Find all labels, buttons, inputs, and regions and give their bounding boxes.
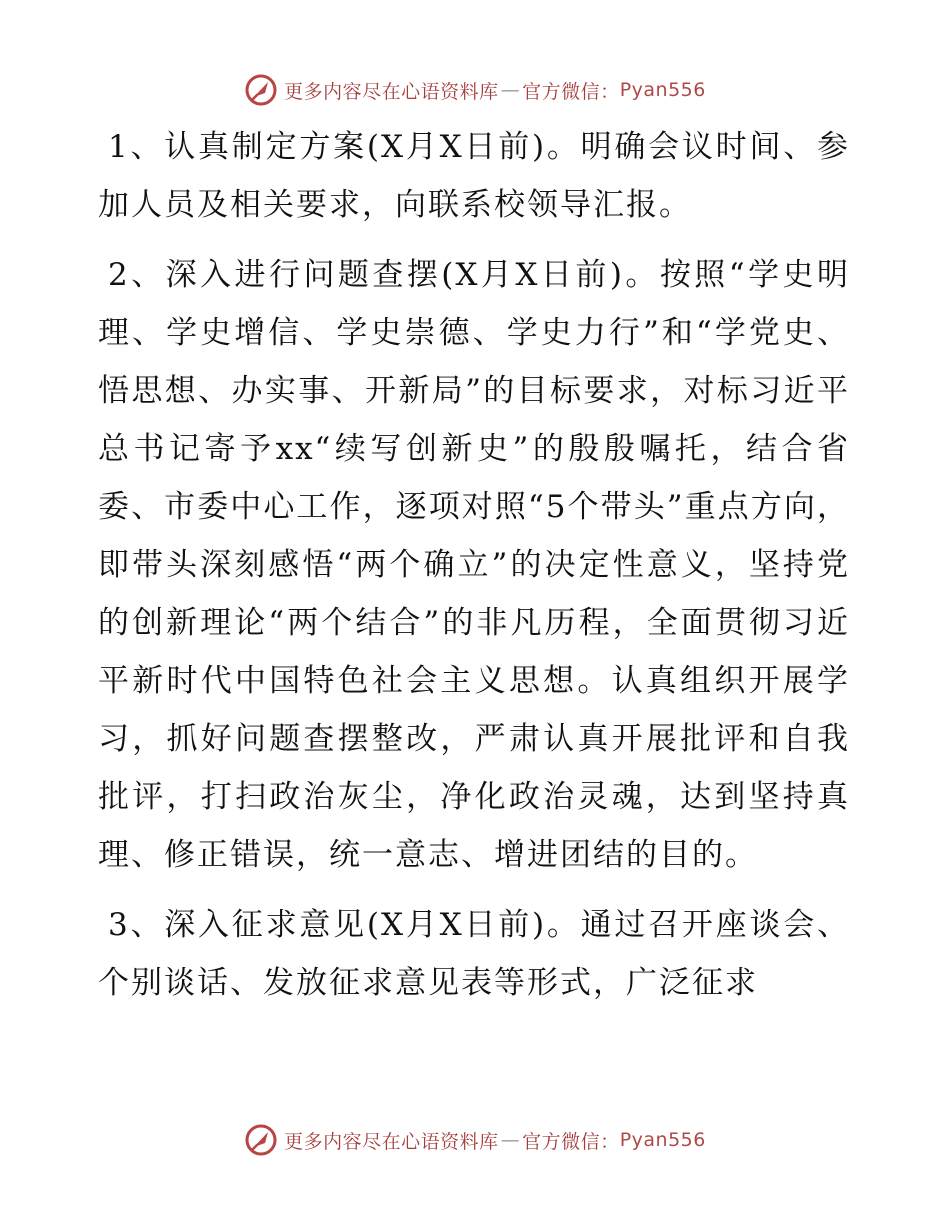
header-watermark: [0, 70, 950, 110]
document-body: [98, 118, 850, 1024]
footer-watermark: [0, 1120, 950, 1160]
paragraph-2-text: 2、深入进行问题查摆(X月X日前)。按照“学史明理、学史增信、学史崇德、学史力行”和“学党史、悟思想、办实事、开新局”的目标要求，对标习近平总书记寄予xx“续写创新史”的殷殷嘱托，结合省委、市委中心工作，逐项对照“5个带头”重点方向，即带头深刻感悟“两个确立”的决定性意义，坚持党的创新理论“两个结合”的非凡历程，全面贯彻习近平新时代中国特色社会主义思想。认真组织开展学习，抓好问题查摆整改，严肃认真开展批评和自我批评，打扫政治灰尘，净化政治灵魂，达到坚持真理、修正错误，统一意志、增进团结的目的。: [98, 257, 850, 873]
paragraph-3-text: 3、深入征求意见(X月X日前)。通过召开座谈会、个别谈话、发放征求意见表等形式，广泛征求: [98, 907, 850, 1001]
paragraph-3: [98, 896, 850, 1012]
paragraph-2: [98, 246, 850, 884]
quill-logo-icon: [244, 73, 278, 107]
footer-separator: —: [500, 1129, 521, 1151]
header-brand: 更多内容尽在心语资料库: [284, 80, 499, 103]
footer-wechat-label: 官方微信：: [522, 1130, 620, 1153]
paragraph-1-text: 1、认真制定方案(X月X日前)。明确会议时间、参加人员及相关要求，向联系校领导汇报。: [98, 129, 850, 223]
paragraph-1: [98, 118, 850, 234]
header-wechat-id: Pyan556: [619, 79, 706, 101]
footer-brand: 更多内容尽在心语资料库: [284, 1130, 499, 1153]
header-separator: —: [500, 79, 521, 101]
header-wechat-label: 官方微信：: [522, 80, 620, 103]
quill-logo-icon: [244, 1123, 278, 1157]
footer-wechat-id: Pyan556: [619, 1129, 706, 1151]
